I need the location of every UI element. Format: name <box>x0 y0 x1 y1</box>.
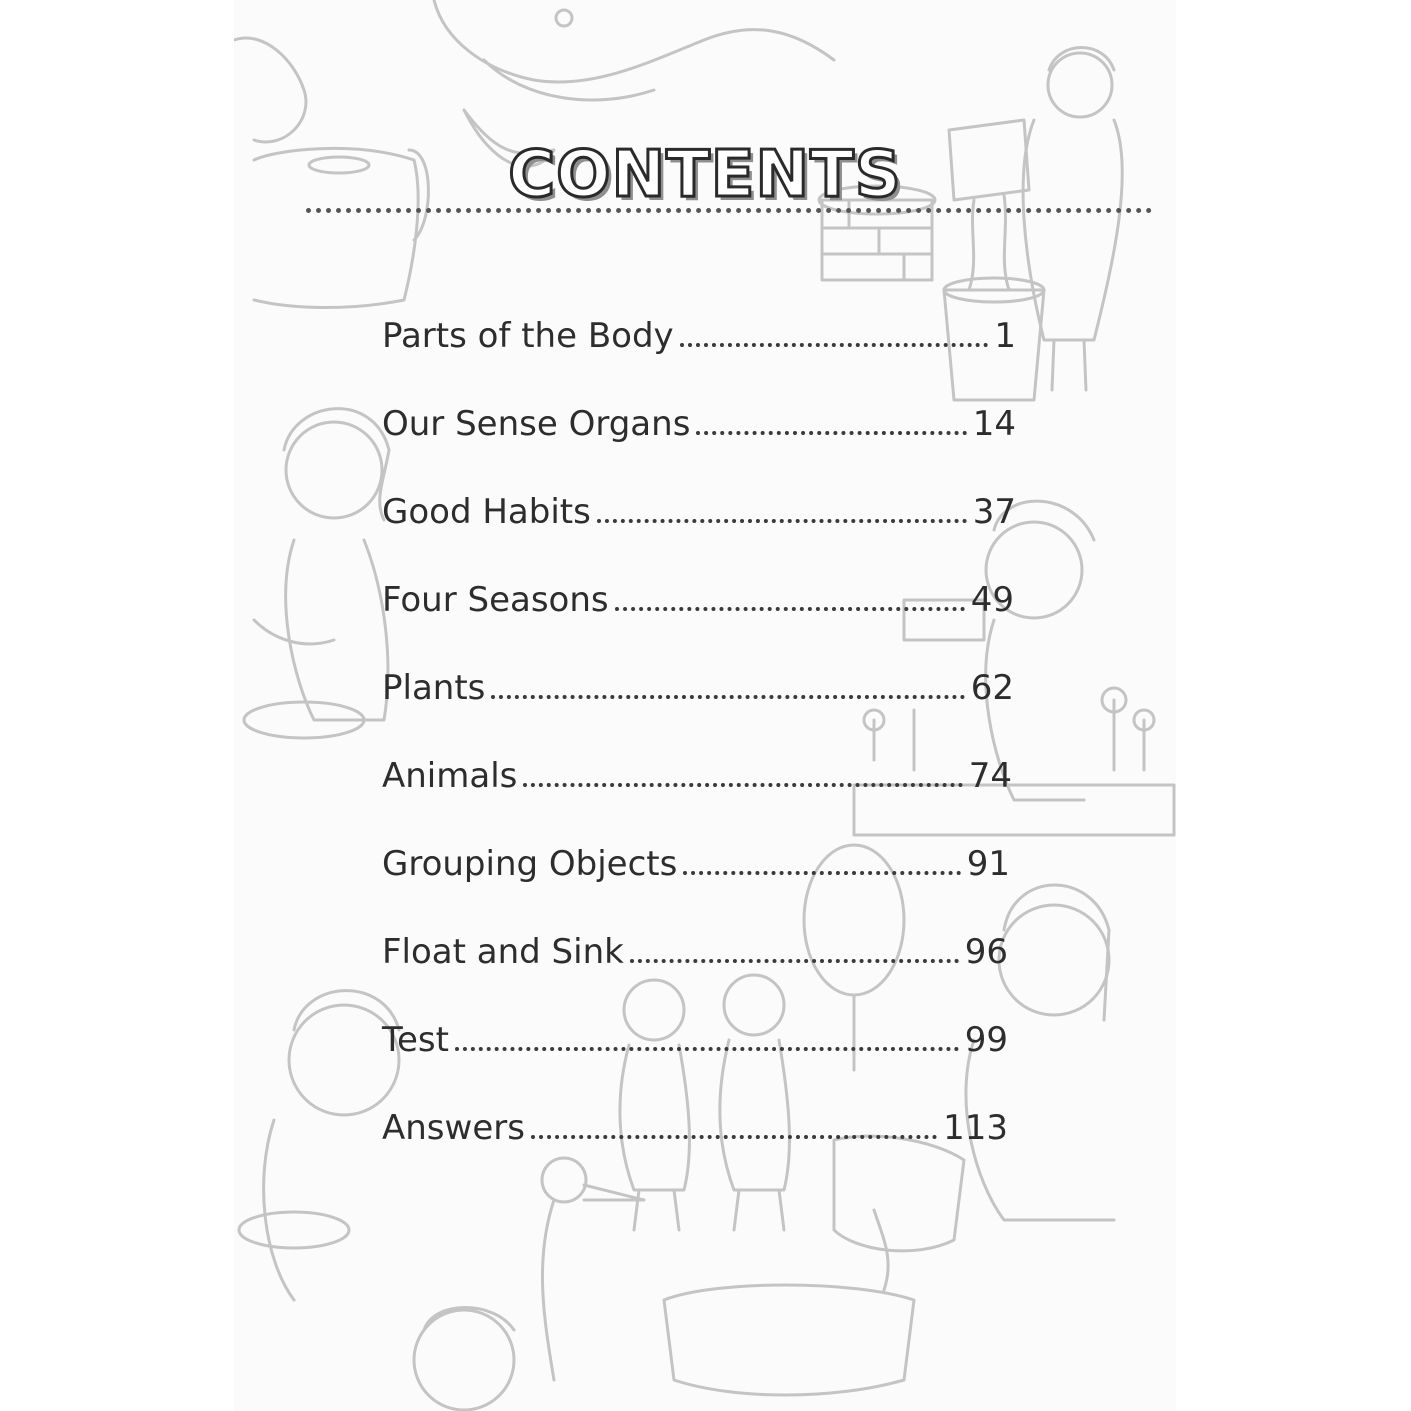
toc-entry-page: 37 <box>972 492 1016 532</box>
toc-dot-leader <box>680 343 989 347</box>
book-page <box>234 0 1176 1411</box>
toc-entry[interactable] <box>382 828 1010 884</box>
toc-dot-leader <box>597 519 967 523</box>
toc-dot-leader <box>683 871 960 875</box>
toc-dot-leader <box>615 607 965 611</box>
toc-entry-page: 91 <box>966 844 1010 884</box>
toc-entry[interactable] <box>382 300 1016 356</box>
toc-entry-title: Animals <box>382 756 518 796</box>
toc-entry-page: 96 <box>964 932 1008 972</box>
toc-entry-page: 99 <box>964 1020 1008 1060</box>
toc-dot-leader <box>455 1047 959 1051</box>
toc-entry-title: Grouping Objects <box>382 844 678 884</box>
toc-entry-title: Float and Sink <box>382 932 624 972</box>
toc-entry-page: 1 <box>994 316 1016 356</box>
toc-entry-page: 49 <box>970 580 1014 620</box>
toc-entry[interactable] <box>382 740 1012 796</box>
toc-entry-title: Plants <box>382 668 486 708</box>
toc-entry[interactable] <box>382 1092 1008 1148</box>
toc-entry[interactable] <box>382 652 1014 708</box>
page-title: CONTENTS <box>508 138 902 212</box>
toc-dot-leader <box>531 1135 937 1139</box>
toc-dot-leader <box>523 783 962 787</box>
toc-entry[interactable] <box>382 564 1014 620</box>
toc-entry-title: Answers <box>382 1108 525 1148</box>
toc-entry[interactable] <box>382 388 1016 444</box>
toc-entry-title: Four Seasons <box>382 580 609 620</box>
toc-dot-leader <box>696 431 966 435</box>
toc-entry-title: Test <box>382 1020 449 1060</box>
toc-entry-page: 74 <box>968 756 1012 796</box>
toc-dot-leader <box>491 695 964 699</box>
toc-entry-title: Good Habits <box>382 492 591 532</box>
toc-entry-page: 14 <box>972 404 1016 444</box>
toc-entry-title: Parts of the Body <box>382 316 674 356</box>
title-dotted-rule <box>306 208 1152 213</box>
toc-entry-page: 62 <box>970 668 1014 708</box>
toc-entry[interactable] <box>382 916 1008 972</box>
toc-entry-title: Our Sense Organs <box>382 404 691 444</box>
toc-dot-leader <box>630 959 959 963</box>
toc-entry[interactable] <box>382 1004 1008 1060</box>
toc-entry[interactable] <box>382 476 1016 532</box>
toc-entry-page: 113 <box>943 1108 1008 1148</box>
